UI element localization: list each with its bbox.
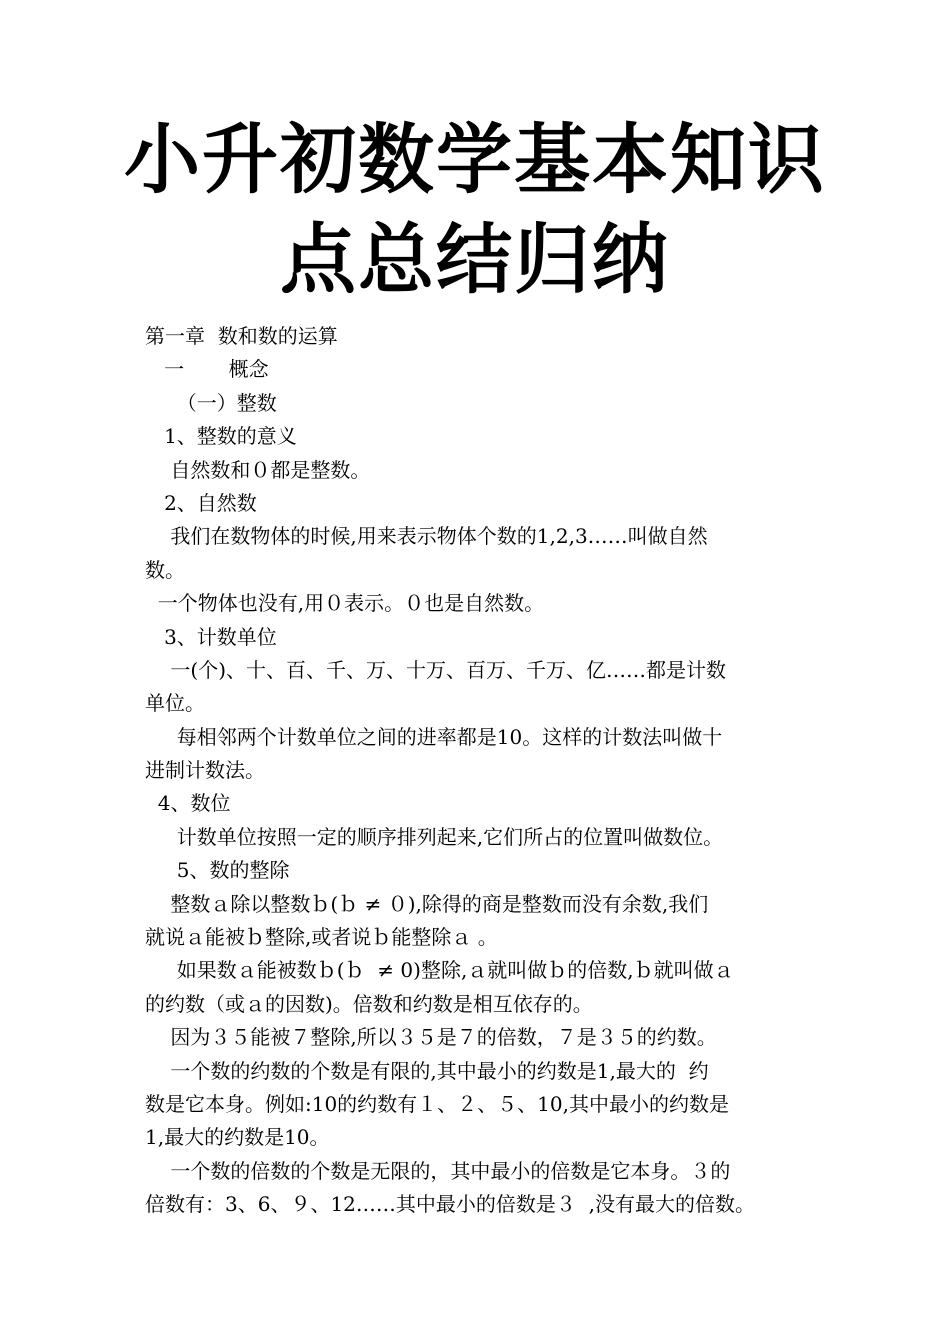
paragraph-line: 单位。 <box>145 691 205 716</box>
paragraph-line: 每相邻两个计数单位之间的进率都是10。这样的计数法叫做十 <box>145 724 723 749</box>
paragraph-line: 1,最大的约数是10。 <box>145 1125 330 1150</box>
paragraph-line: 倍数有：3、6、９、12……其中最小的倍数是３ ,没有最大的倍数。 <box>145 1192 755 1217</box>
topic-heading: 4、数位 <box>145 791 231 816</box>
paragraph-line: 因为３５能被７整除,所以３５是７的倍数，７是３５的约数。 <box>145 1025 717 1050</box>
topic-heading: 5、数的整除 <box>145 858 290 883</box>
chapter-heading: 第一章 数和数的运算 <box>145 324 338 348</box>
paragraph-line: 数是它本身。例如:10的约数有１、２、５、10,其中最小的约数是 <box>145 1091 729 1116</box>
paragraph-line: 计数单位按照一定的顺序排列起来,它们所占的位置叫做数位。 <box>145 824 724 849</box>
topic-heading: 1、整数的意义 <box>145 424 297 449</box>
paragraph-line: 一个数的约数的个数是有限的,其中最小的约数是1,最大的 约 <box>145 1058 709 1083</box>
paragraph-line: 数。 <box>145 557 185 582</box>
document-title-line-1: 小升初数学基本知识 <box>124 115 826 204</box>
section-heading: 一 概念 <box>145 357 269 382</box>
paragraph-line: 一(个)、十、百、千、万、十万、百万、千万、亿……都是计数 <box>145 657 727 682</box>
subsection-heading: （一）整数 <box>145 390 277 415</box>
paragraph-line: 就说ａ能被ｂ整除,或者说ｂ能整除ａ 。 <box>145 925 498 950</box>
paragraph-line: 整数ａ除以整数ｂ(ｂ ≠ ０),除得的商是整数而没有余数,我们 <box>145 891 709 916</box>
document-body <box>145 320 810 1222</box>
paragraph-line: 的约数（或ａ的因数)。倍数和约数是相互依存的。 <box>145 991 593 1016</box>
paragraph-line: 进制计数法。 <box>145 758 265 783</box>
paragraph-line: 如果数ａ能被数ｂ(ｂ ≠ 0)整除,ａ就叫做ｂ的倍数,ｂ就叫做ａ <box>145 958 734 983</box>
document-title-line-2: 点总结归纳 <box>280 215 670 304</box>
topic-heading: 3、计数单位 <box>145 624 277 649</box>
paragraph-line: 自然数和０都是整数。 <box>145 457 371 482</box>
paragraph-line: 一个物体也没有,用０表示。０也是自然数。 <box>145 591 545 616</box>
paragraph-line: 一个数的倍数的个数是无限的，其中最小的倍数是它本身。３的 <box>145 1158 731 1183</box>
topic-heading: 2、自然数 <box>145 490 257 515</box>
paragraph-line: 我们在数物体的时候,用来表示物体个数的1,2,3……叫做自然 <box>145 524 708 549</box>
